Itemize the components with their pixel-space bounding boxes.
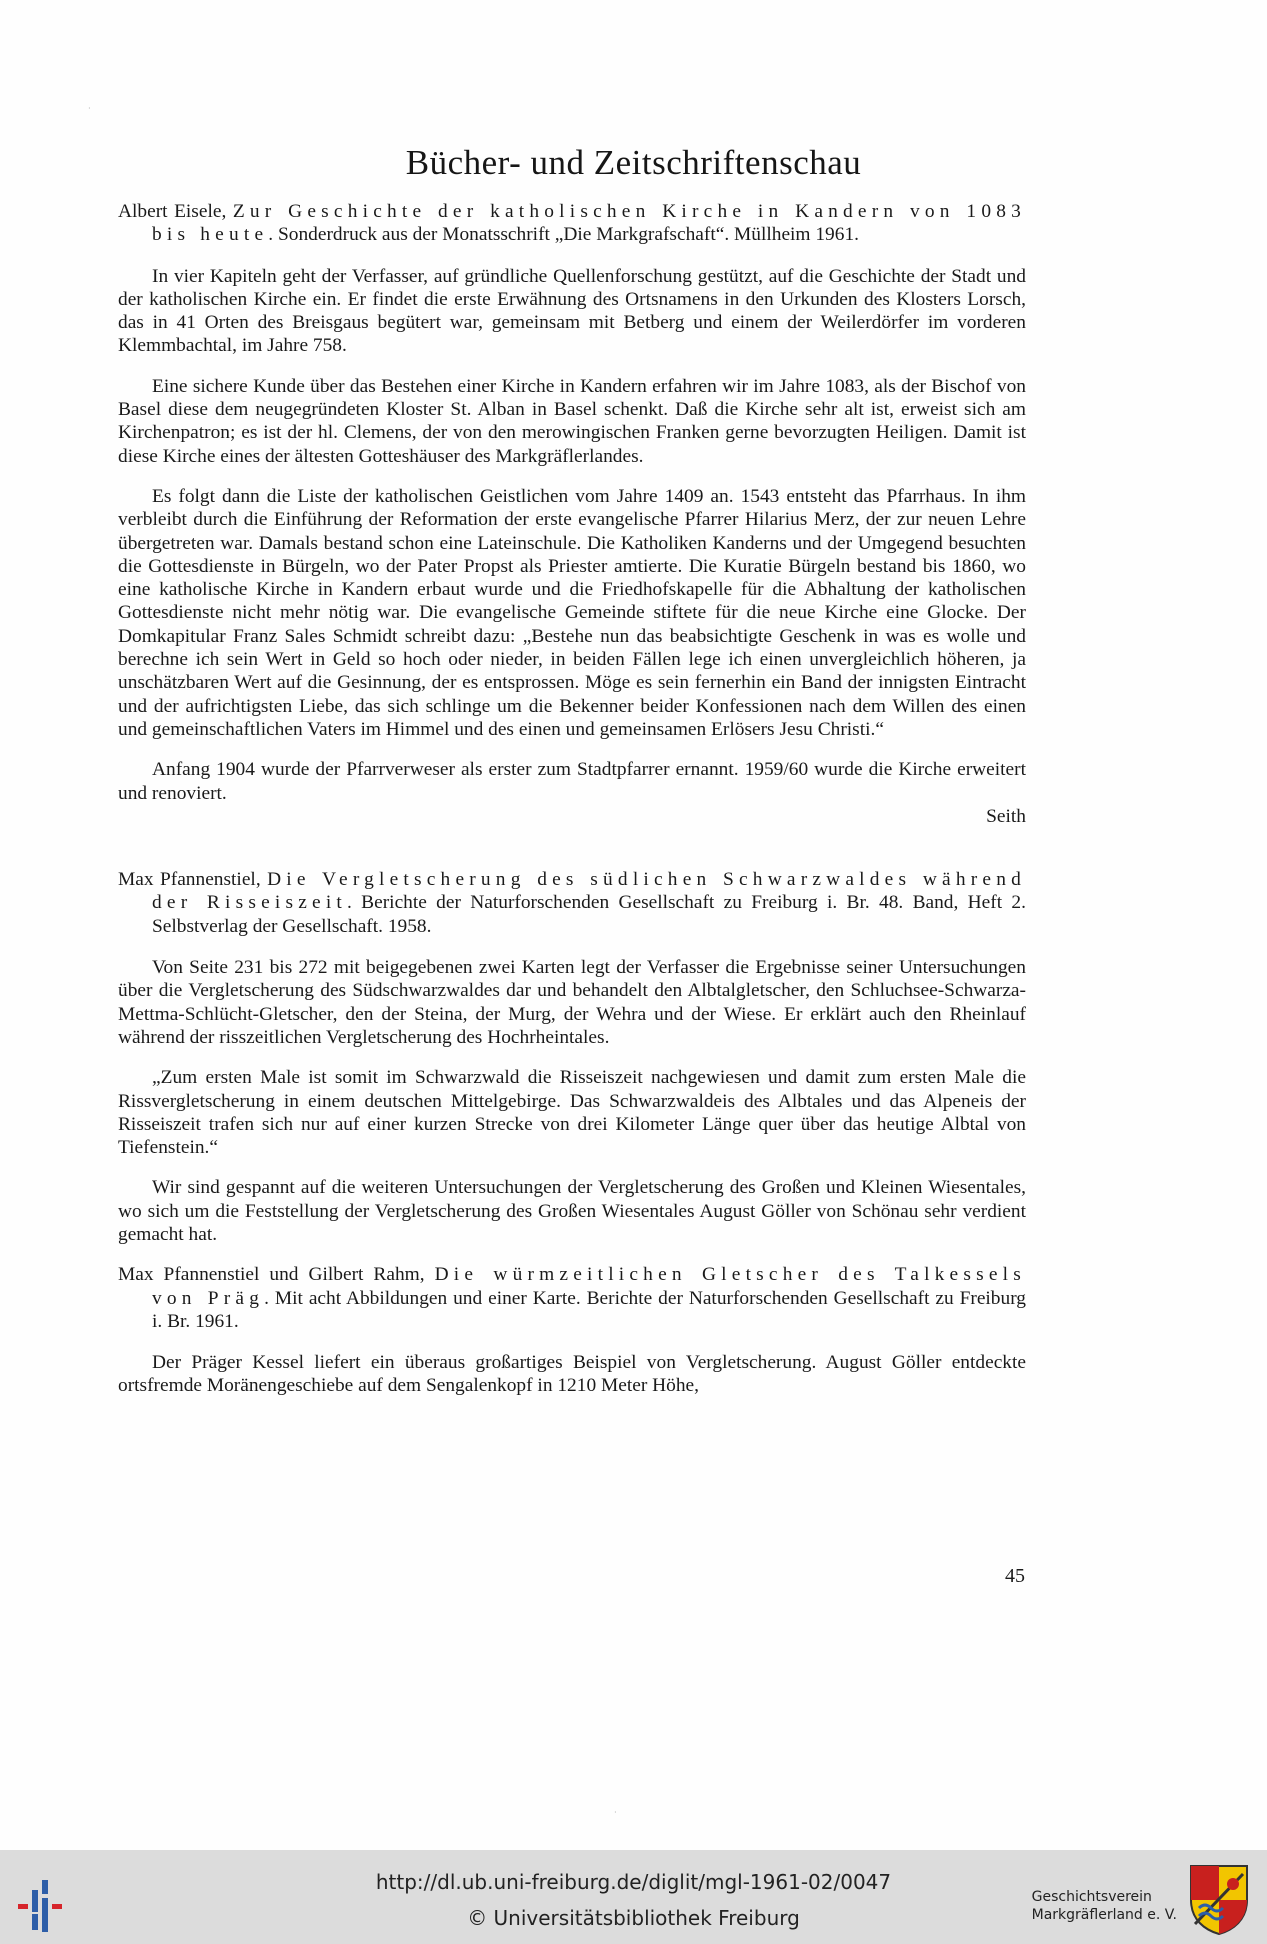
closing-text: Anfang 1904 wurde der Pfarrverweser als erster zum Stadtpfarrer ernannt. 1959/60 wurde die Kirche erweitert und renoviert. <box>118 759 1026 804</box>
copyright-notice: © Universitätsbibliothek Freiburg <box>467 1906 800 1930</box>
entry-author: Max Pfannenstiel, <box>118 869 268 891</box>
entry-details: . Mit acht Abbildungen und einer Karte. Berichte der Naturforschenden Gesellschaft zu Freiburg i. Br. 1961. <box>152 1287 1027 1332</box>
paragraph: Von Seite 231 bis 272 mit beigegebenen zwei Karten legt der Verfasser die Ergebnisse seiner Untersuchungen über die Vergletscherung des Südschwarzwaldes dar und behandelt den Albtalgletscher, den Schluchsee-Schwarza-Mettma-Schlücht-Gletscher, den der Steina, der Murg, der Wehra und der Wiese. Er erklärt auch den Rheinlauf während der risszeitlichen Vergletscherung des Hochrheintales. <box>118 957 1026 1048</box>
reviewer-signature: Seith <box>986 805 1026 827</box>
entry-details: . Berichte der Naturforschenden Gesellschaft zu Freiburg i. Br. 48. Band, Heft 2. Selbstverlag der Gesellschaft. 1958. <box>152 892 1026 937</box>
scan-speck: · <box>88 104 91 113</box>
paragraph: Der Präger Kessel liefert ein überaus großartiges Beispiel von Vergletscherung. August Göller entdeckte ortsfremde Moränengeschiebe auf dem Sengalenkopf in 1210 Meter Höhe, <box>118 1352 1026 1397</box>
paragraph: „Zum ersten Male ist somit im Schwarzwald die Risseiszeit nachgewiesen und damit zum ersten Male die Rissvergletscherung in einem deutschen Mittelgebirge. Das Schwarzwaldeis des Albtales und das Alpeneis der Risseiszeit trafen sich nur auf einer kurzen Strecke von drei Kilometer Länge quer über das heutige Albtal von Tiefenstein.“ <box>118 1067 1026 1159</box>
paragraph: Eine sichere Kunde über das Bestehen einer Kirche in Kandern erfahren wir im Jahre 1083, als der Bischof von Basel diese dem neugegründeten Kloster St. Alban in Basel schenkt. Daß die Kirche sehr alt ist, erweist sich am Kirchenpatron; es ist der hl. Clemens, der von den merowingischen Franken gerne bevorzugten Heiligen. Damit ist diese Kirche eines der ältesten Gotteshäuser des Markgräflerlandes. <box>118 375 1026 467</box>
text-column <box>118 200 1026 1398</box>
signature-line <box>118 805 1026 828</box>
society-name-line1: Geschichtsverein <box>1031 1889 1152 1905</box>
society-name-line2: Markgräflerland e. V. <box>1031 1907 1177 1923</box>
paragraph: In vier Kapiteln geht der Verfasser, auf gründliche Quellenforschung gestützt, auf die Geschichte der Stadt und der katholischen Kirche ein. Er findet die erste Erwähnung des Ortsnamens in den Urkunden des Klosters Lorsch, das in 41 Orten des Breisgaus begütert war, gemeinsam mit Betberg und einem der Weilerdörfer im vorderen Klemmbachtal, im Jahre 758. <box>118 265 1026 357</box>
entry-title: Zur Geschichte der katholischen Kirche in Kandern von 1083 bis heute <box>152 201 1027 246</box>
society-name <box>1032 1888 1177 1924</box>
entry-author: Albert Eisele, <box>118 201 233 222</box>
scan-speck: · <box>614 1808 617 1817</box>
entry-author: Max Pfannenstiel und Gilbert Rahm, <box>118 1264 435 1286</box>
entry-heading <box>118 200 1026 247</box>
entry-title: Die würmzeitlichen Gletscher des Talkessels von Präg <box>152 1264 1026 1309</box>
entry-heading <box>118 868 1026 938</box>
entry-details: . Sonderdruck aus der Monatsschrift „Die Markgrafschaft“. Müllheim 1961. <box>268 224 859 246</box>
paragraph: Wir sind gespannt auf die weiteren Untersuchungen der Vergletscherung des Großen und Kleinen Wiesentales, wo sich um die Feststellung der Vergletscherung des Großen Wiesentales August Göller von Schönau sehr verdient gemacht hat. <box>118 1177 1026 1245</box>
page-number: 45 <box>1005 1565 1025 1587</box>
entry-heading <box>118 1263 1026 1333</box>
permalink-url[interactable]: http://dl.ub.uni-freiburg.de/diglit/mgl-1961-02/0047 <box>375 1870 892 1894</box>
paragraph: Es folgt dann die Liste der katholischen Geistlichen vom Jahre 1409 an. 1543 entsteht das Pfarrhaus. In ihm verbleibt durch die Einführung der Reformation der erste evangelische Pfarrer Hilarius Merz, der zur neuen Lehre übergetreten war. Damals bestand schon eine Lateinschule. Die Katholiken Kanderns und der Umgegend besuchten die Gottesdienste in Bürgeln, wo der Pater Propst als Priester amtierte. Die Kuratie Bürgeln bestand bis 1860, wo eine katholische Kirche in Kandern erbaut wurde und die Friedhofskapelle für die Abhaltung der katholischen Gottesdienste nicht mehr nötig war. Die evangelische Gemeinde stiftete für die neue Kirche eine Glocke. Der Domkapitular Franz Sales Schmidt schreibt dazu: „Bestehe nun das beabsichtigte Geschenk in was es wolle und berechne ich sein Wert in Geld so hoch oder nieder, in beiden Fällen lege ich einen unvergleichlich höheren, ja unschätzbaren Wert auf die Gesinnung, der es entsprossen. Möge es sein fernerhin ein Band der innigsten Eintracht und der aufrichtigsten Liebe, das sich schlinge um die Bekenner beider Konfessionen nach dem Willen des einen und gemeinschaftlichen Vaters im Himmel und des einen und gemeinsamen Erlösers Jesu Christi.“ <box>118 485 1026 740</box>
page-title: Bücher- und Zeitschriftenschau <box>405 143 862 182</box>
paragraph <box>118 758 1026 805</box>
entry-title: Die Vergletscherung des südlichen Schwarzwaldes während der Risseiszeit <box>152 869 1026 914</box>
footer-bar <box>0 1850 1267 1944</box>
coat-of-arms-icon <box>1189 1864 1249 1936</box>
